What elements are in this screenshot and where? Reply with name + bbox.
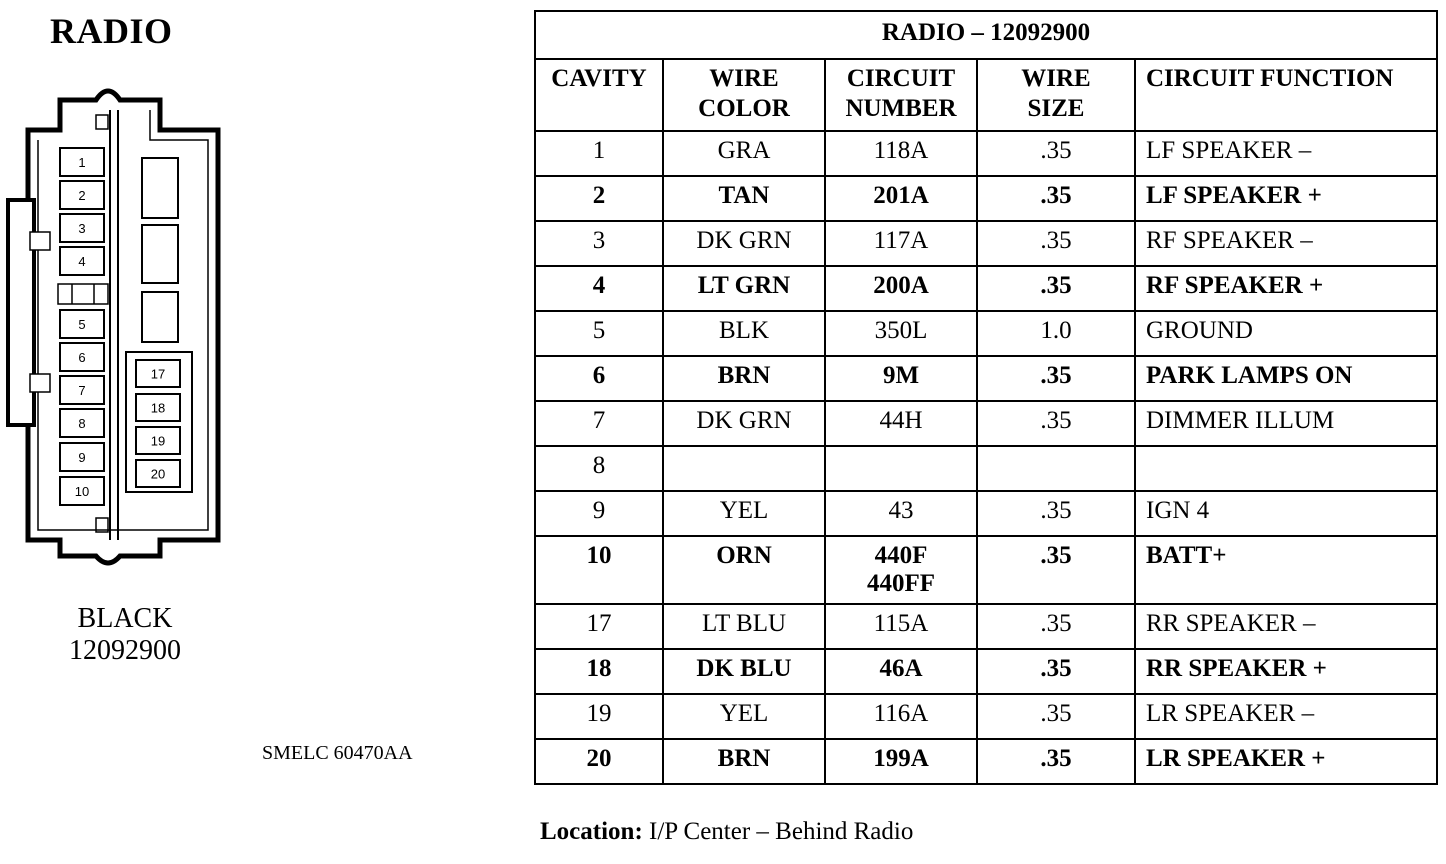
cell-wire-size: .35 — [977, 694, 1135, 739]
table-row — [535, 694, 1437, 739]
cell-wire-color: DK GRN — [663, 401, 825, 446]
cell-wire-size: .35 — [977, 739, 1135, 784]
cavity-label — [60, 343, 104, 371]
header-wire-size: WIRE SIZE — [977, 59, 1135, 131]
cell-circuit-number: 199A — [825, 739, 977, 784]
cell-circuit-function: GROUND — [1135, 311, 1437, 356]
cell-wire-size: .35 — [977, 401, 1135, 446]
cell-circuit-function: IGN 4 — [1135, 491, 1437, 536]
cell-cavity: 8 — [535, 446, 663, 491]
cell-wire-size — [977, 446, 1135, 491]
table-row — [535, 604, 1437, 649]
table-row — [535, 491, 1437, 536]
cell-circuit-function: RR SPEAKER – — [1135, 604, 1437, 649]
cell-wire-color: GRA — [663, 131, 825, 176]
cell-circuit-function: LR SPEAKER – — [1135, 694, 1437, 739]
cell-wire-color — [663, 446, 825, 491]
connector-face-diagram — [0, 75, 240, 575]
cavity-label — [136, 427, 180, 454]
cell-wire-size: .35 — [977, 491, 1135, 536]
cell-circuit-number: 350L — [825, 311, 977, 356]
cell-wire-color: YEL — [663, 491, 825, 536]
cavity-label — [60, 148, 104, 176]
svg-text:5: 5 — [78, 317, 86, 332]
cavity-label — [60, 214, 104, 242]
header-wire-color: WIRE COLOR — [663, 59, 825, 131]
cell-circuit-number: 43 — [825, 491, 977, 536]
cell-circuit-number: 118A — [825, 131, 977, 176]
location-label: Location: — [540, 818, 643, 845]
cell-circuit-function: RR SPEAKER + — [1135, 649, 1437, 694]
cell-wire-color: YEL — [663, 694, 825, 739]
cell-wire-size: .35 — [977, 604, 1135, 649]
cell-cavity: 4 — [535, 266, 663, 311]
location-value: I/P Center – Behind Radio — [649, 818, 914, 845]
header-cavity: CAVITY — [535, 59, 663, 131]
cell-circuit-function — [1135, 446, 1437, 491]
cell-circuit-number: 201A — [825, 176, 977, 221]
cavity-label — [136, 360, 180, 387]
cell-wire-size: .35 — [977, 176, 1135, 221]
cell-cavity: 20 — [535, 739, 663, 784]
cell-wire-color: ORN — [663, 536, 825, 604]
cell-wire-size: 1.0 — [977, 311, 1135, 356]
cell-cavity: 19 — [535, 694, 663, 739]
cell-cavity: 3 — [535, 221, 663, 266]
pinout-rows — [535, 131, 1437, 784]
table-row — [535, 446, 1437, 491]
header-circuit-function: CIRCUIT FUNCTION — [1135, 59, 1437, 131]
cell-circuit-number: 46A — [825, 649, 977, 694]
svg-text:8: 8 — [78, 416, 86, 431]
connector-label — [60, 603, 190, 667]
svg-text:9: 9 — [78, 450, 86, 465]
table-row — [535, 739, 1437, 784]
connector-cavities-left — [60, 148, 104, 505]
cell-wire-color: LT GRN — [663, 266, 825, 311]
location-note — [540, 818, 913, 846]
cell-cavity: 1 — [535, 131, 663, 176]
cavity-label — [60, 443, 104, 471]
cell-wire-color: DK GRN — [663, 221, 825, 266]
cell-wire-color: DK BLU — [663, 649, 825, 694]
svg-text:17: 17 — [150, 366, 166, 382]
connector-part-number: 12092900 — [69, 635, 181, 666]
svg-text:19: 19 — [150, 433, 166, 449]
table-row — [535, 649, 1437, 694]
cell-cavity: 17 — [535, 604, 663, 649]
cell-circuit-number: 200A — [825, 266, 977, 311]
svg-text:3: 3 — [78, 221, 86, 236]
svg-text:18: 18 — [150, 400, 166, 416]
header-circuit-number: CIRCUIT NUMBER — [825, 59, 977, 131]
page-title: RADIO — [50, 11, 173, 51]
cell-wire-size: .35 — [977, 266, 1135, 311]
connector-cavities-right — [136, 360, 180, 487]
cell-cavity: 5 — [535, 311, 663, 356]
svg-text:1: 1 — [78, 155, 86, 170]
cell-wire-color: TAN — [663, 176, 825, 221]
cell-circuit-function: BATT+ — [1135, 536, 1437, 604]
cell-circuit-function: RF SPEAKER + — [1135, 266, 1437, 311]
table-row — [535, 311, 1437, 356]
svg-text:2: 2 — [78, 188, 86, 203]
cell-wire-color: LT BLU — [663, 604, 825, 649]
cell-wire-size: .35 — [977, 356, 1135, 401]
cell-circuit-number: 9M — [825, 356, 977, 401]
cell-wire-size: .35 — [977, 649, 1135, 694]
svg-text:20: 20 — [150, 466, 166, 482]
table-row — [535, 401, 1437, 446]
cell-circuit-number: 115A — [825, 604, 977, 649]
cell-circuit-number: 44H — [825, 401, 977, 446]
table-row — [535, 131, 1437, 176]
cell-circuit-function: LF SPEAKER + — [1135, 176, 1437, 221]
cell-circuit-function: PARK LAMPS ON — [1135, 356, 1437, 401]
cell-wire-size: .35 — [977, 536, 1135, 604]
cell-circuit-number: 117A — [825, 221, 977, 266]
cavity-label — [60, 376, 104, 404]
cell-wire-color: BRN — [663, 739, 825, 784]
table-row — [535, 356, 1437, 401]
cell-cavity: 10 — [535, 536, 663, 604]
svg-text:6: 6 — [78, 350, 86, 365]
svg-text:4: 4 — [78, 254, 86, 269]
cell-wire-color: BLK — [663, 311, 825, 356]
svg-text:10: 10 — [74, 484, 90, 499]
cavity-label — [60, 310, 104, 338]
connector-color: BLACK — [77, 603, 173, 634]
cell-circuit-function: LF SPEAKER – — [1135, 131, 1437, 176]
cell-circuit-number — [825, 446, 977, 491]
reference-code: SMELC 60470AA — [262, 742, 413, 764]
cell-cavity: 2 — [535, 176, 663, 221]
cavity-label — [60, 181, 104, 209]
table-row — [535, 221, 1437, 266]
cavity-label — [60, 477, 104, 505]
cell-cavity: 18 — [535, 649, 663, 694]
table-row — [535, 536, 1437, 604]
table-row — [535, 176, 1437, 221]
cell-circuit-function: RF SPEAKER – — [1135, 221, 1437, 266]
pinout-table — [534, 10, 1438, 785]
table-caption: RADIO – 12092900 — [535, 11, 1437, 59]
table-row — [535, 266, 1437, 311]
cell-circuit-function: LR SPEAKER + — [1135, 739, 1437, 784]
cavity-label — [60, 247, 104, 275]
cell-circuit-function: DIMMER ILLUM — [1135, 401, 1437, 446]
cell-cavity: 6 — [535, 356, 663, 401]
cavity-label — [136, 394, 180, 421]
cell-circuit-number: 440F 440FF — [825, 536, 977, 604]
cell-cavity: 9 — [535, 491, 663, 536]
cavity-label — [60, 409, 104, 437]
cell-wire-size: .35 — [977, 131, 1135, 176]
cell-cavity: 7 — [535, 401, 663, 446]
svg-text:7: 7 — [78, 383, 86, 398]
cavity-label — [136, 460, 180, 487]
cell-wire-color: BRN — [663, 356, 825, 401]
cell-circuit-number: 116A — [825, 694, 977, 739]
cell-wire-size: .35 — [977, 221, 1135, 266]
